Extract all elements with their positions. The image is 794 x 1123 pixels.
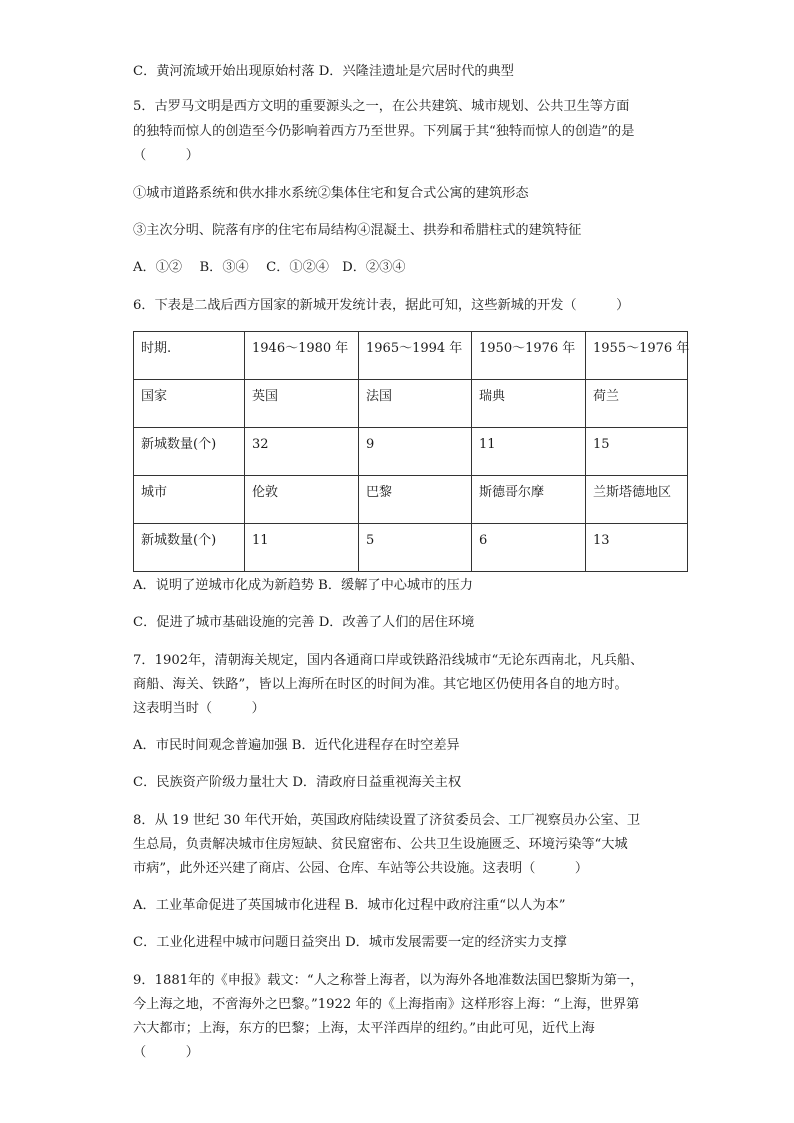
question-5-line-2: 的独特而惊人的创造至今仍影响着西方乃至世界。下列属于其“独特而惊人的创造”的是 [133,124,635,139]
question-9-line-2: 今上海之地，不啻海外之巴黎。”1922 年的《上海指南》这样形容上海：“上海，世界第 [133,997,640,1012]
question-7-options-ab: A．市民时间观念普遍加强 B．近代化进程存在时空差异 [133,738,460,753]
new-town-statistics-table [133,331,688,572]
table-header-cell: 1965～1994 年 [366,341,463,356]
table-cell: 斯德哥尔摩 [479,485,545,500]
table-cell: 法国 [366,389,393,404]
table-cell: 新城数量(个) [141,533,217,548]
question-6-options-cd: C．促进了城市基础设施的完善 D．改善了人们的居住环境 [133,615,475,630]
table-cell: 32 [252,437,269,452]
question-5-options: A．①② B．③④ C．①②④ D．②③④ [133,260,406,275]
question-8-options-cd: C．工业化进程中城市问题日益突出 D．城市发展需要一定的经济实力支撑 [133,935,567,950]
table-cell: 荷兰 [593,389,620,404]
table-cell: 瑞典 [479,389,506,404]
question-9-line-3: 六大都市；上海，东方的巴黎；上海，太平洋西岸的纽约。”由此可见，近代上海 [133,1021,595,1036]
question-8-line-1: 8．从 19 世纪 30 年代开始，英国政府陆续设置了济贫委员会、工厂视察员办公室、卫 [133,813,641,828]
question-5-line-1: 5．古罗马文明是西方文明的重要源头之一，在公共建筑、城市规划、公共卫生等方面 [133,99,630,114]
question-7-line-3: 这表明当时（ ） [133,701,265,716]
question-5-answer-blank: （ ） [133,148,199,163]
question-8-line-3: 市病”，此外还兴建了商店、公园、仓库、车站等公共设施。这表明（ ） [133,861,589,876]
option-line-q4-cd: C．黄河流域开始出现原始村落 D．兴隆洼遗址是穴居时代的典型 [133,64,514,79]
question-9-answer-blank: （ ） [133,1045,199,1060]
table-cell: 11 [252,533,269,548]
table-header-cell: 1955～1976 年 [593,341,690,356]
table-cell: 9 [366,437,375,452]
table-header-cell: 1946～1980 年 [252,341,349,356]
table-header-cell: 1950～1976 年 [479,341,576,356]
table-cell: 英国 [252,389,279,404]
question-8-options-ab: A．工业革命促进了英国城市化进程 B．城市化过程中政府注重“以人为本” [133,898,566,913]
question-7-line-2: 商船、海关、铁路”，皆以上海所在时区的时间为准。其它地区仍使用各自的地方时。 [133,677,628,692]
table-cell: 伦敦 [252,485,279,500]
question-5-items-34: ③主次分明、院落有序的住宅布局结构④混凝土、拱券和希腊柱式的建筑特征 [133,223,582,238]
table-cell: 新城数量(个) [141,437,217,452]
question-7-line-1: 7．1902年，清朝海关规定，国内各通商口岸或铁路沿线城市“无论东西南北，凡兵船、 [133,653,644,668]
question-5-items-12: ①城市道路系统和供水排水系统②集体住宅和复合式公寓的建筑形态 [133,186,529,201]
question-8-line-2: 生总局，负责解决城市住房短缺、贫民窟密布、公共卫生设施匮乏、环境污染等“大城 [133,837,628,852]
table-cell: 兰斯塔德地区 [593,485,672,500]
table-cell: 巴黎 [366,485,393,500]
table-cell: 15 [593,437,610,452]
table-header-cell: 时期. [141,341,172,356]
table-cell: 5 [366,533,375,548]
table-cell: 国家 [141,389,168,404]
table-cell: 11 [479,437,496,452]
table-cell: 6 [479,533,488,548]
question-7-options-cd: C．民族资产阶级力量壮大 D．清政府日益重视海关主权 [133,775,462,790]
table-cell: 13 [593,533,610,548]
table-cell: 城市 [141,485,168,500]
question-6-options-ab: A．说明了逆城市化成为新趋势 B．缓解了中心城市的压力 [133,578,473,593]
question-9-line-1: 9．1881年的《申报》载文：“人之称誉上海者，以为海外各地准数法国巴黎斯为第一， [133,973,644,988]
question-6-stem: 6．下表是二战后西方国家的新城开发统计表，据此可知，这些新城的开发（ ） [133,298,630,313]
